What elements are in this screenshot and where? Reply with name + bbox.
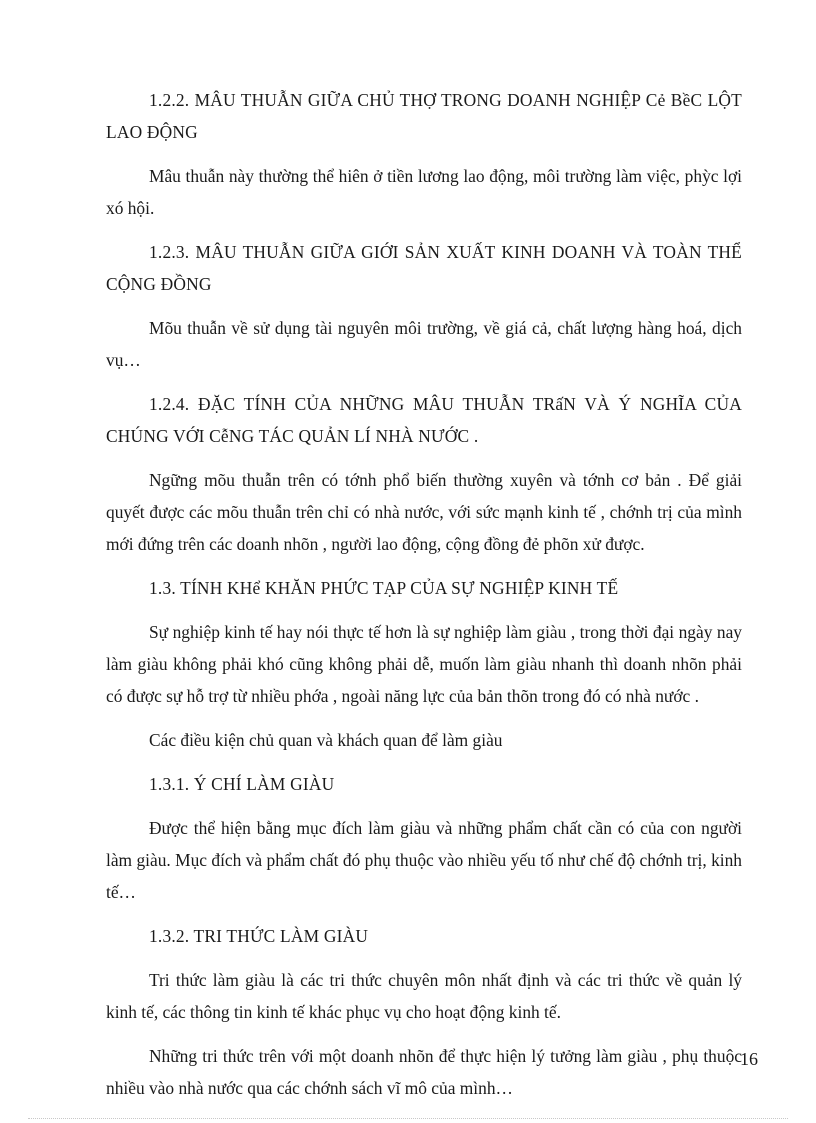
page-bottom-divider xyxy=(28,1118,788,1119)
paragraph-conflict-characteristics: Ngững mõu thuẫn trên có tớnh phổ biến thường xuyên và tớnh cơ bản . Để giải quyết được các mõu thuẫn trên chỉ có nhà nước, với sức mạnh kinh tế , chớnh trị của mình mới đứng trên các doanh nhõn , người lao động, cộng đồng đẻ phõn xử được. xyxy=(106,470,742,554)
paragraph-conditions: Các điều kiện chủ quan và khách quan để làm giàu xyxy=(149,730,503,750)
heading-1-3-1: 1.3.1. Ý CHÍ LÀM GIÀU xyxy=(149,774,335,794)
heading-1-2-4: 1.2.4. ĐẶC TÍNH CỦA NHỮNG MÂU THUẪN TRấN VÀ Ý NGHĨA CỦA CHÚNG VỚI CễNG TÁC QUẢN LÍ NHÀ NƯỚC . xyxy=(106,394,742,446)
heading-1-2-3: 1.2.3. MÂU THUẪN GIỮA GIỚI SẢN XUẤT KINH DOANH VÀ TOÀN THỂ CỘNG ĐỒNG xyxy=(106,242,742,294)
paragraph-will-to-wealth: Được thể hiện bằng mục đích làm giàu và những phẩm chất cần có của con người làm giàu. Mục đích và phẩm chất đó phụ thuộc vào nhiều yếu tố như chế độ chớnh trị, kinh tế… xyxy=(106,818,742,902)
page-number: 16 xyxy=(740,1049,758,1069)
heading-1-3: 1.3. TÍNH KHể KHĂN PHỨC TẠP CỦA SỰ NGHIỆP KINH TẾ xyxy=(149,578,619,598)
document-body xyxy=(106,84,742,1116)
heading-1-2-2: 1.2.2. MÂU THUẪN GIỮA CHỦ THỢ TRONG DOANH NGHIỆP Cẻ BềC LỘT LAO ĐỘNG xyxy=(106,90,742,142)
heading-1-3-2: 1.3.2. TRI THỨC LÀM GIÀU xyxy=(149,926,369,946)
paragraph-knowledge-state: Những tri thức trên với một doanh nhõn để thực hiện lý tưởng làm giàu , phụ thuộc nhiều vào nhà nước qua các chớnh sách vĩ mô của mình… xyxy=(106,1046,742,1098)
paragraph-economic-career: Sự nghiệp kinh tế hay nói thực tế hơn là sự nghiệp làm giàu , trong thời đại ngày nay làm giàu không phải khó cũng không phải dễ, muốn làm giàu nhanh thì doanh nhõn phải có được sự hỗ trợ từ nhiều phớa , ngoài năng lực của bản thõn trong đó có nhà nước . xyxy=(106,622,742,706)
paragraph-knowledge: Tri thức làm giàu là các tri thức chuyên môn nhất định và các tri thức về quản lý kinh tế, các thông tin kinh tế khác phục vụ cho hoạt động kinh tế. xyxy=(106,970,742,1022)
paragraph-labor-conflict: Mâu thuẫn này thường thể hiên ở tiền lương lao động, môi trường làm việc, phỳc lợi xó hội. xyxy=(106,166,742,218)
paragraph-community-conflict: Mõu thuẫn về sử dụng tài nguyên môi trường, về giá cả, chất lượng hàng hoá, dịch vụ… xyxy=(106,318,742,370)
